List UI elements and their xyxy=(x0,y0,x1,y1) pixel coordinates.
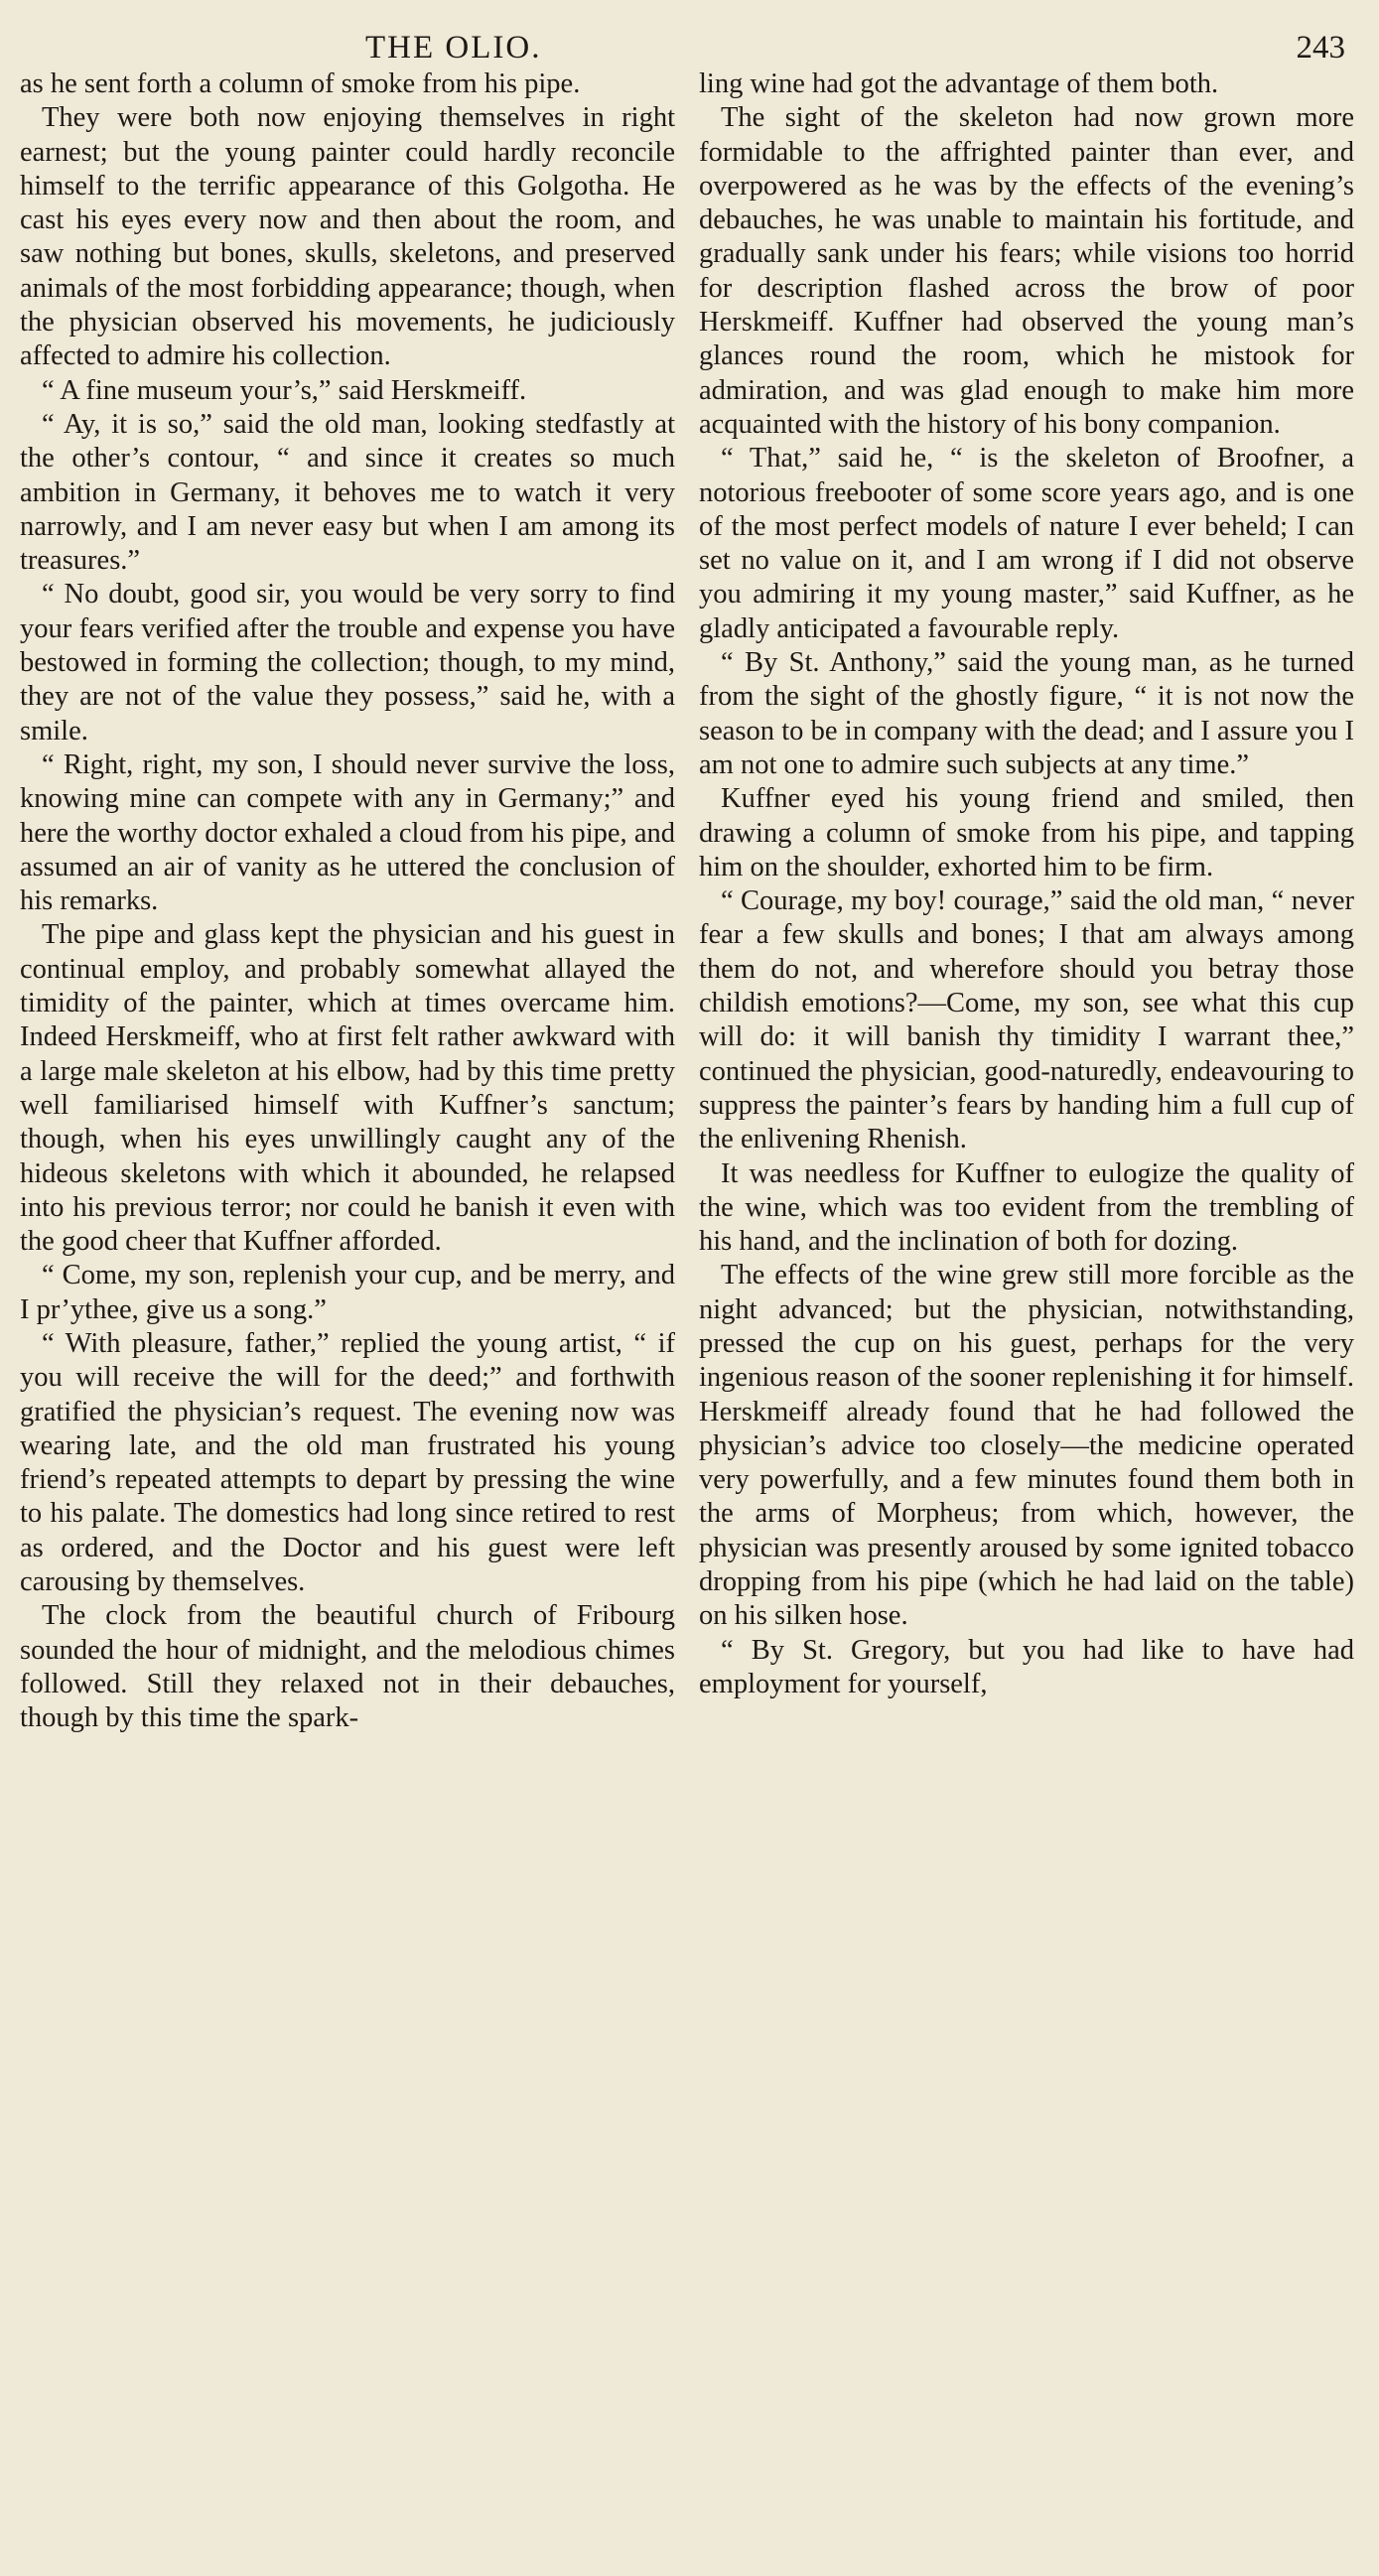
paragraph: “ By St. Gregory, but you had like to have had employment for yourself, xyxy=(699,1634,1354,1699)
paragraph: The pipe and glass kept the physician and his guest in continual employ, and probably somewhat allayed the timidity of the painter, which at times overcame him. Indeed Herskmeiff, who at first felt rather awkward with a large male skeleton at his elbow, had by this time pretty well familiarised himself with Kuffner’s sanctum; though, when his eyes unwillingly caught any of the hideous skeletons with which it abounded, he relapsed into his previous terror; nor could he banish it even with the good cheer that Kuffner afforded. xyxy=(20,919,675,1258)
page-number: 243 xyxy=(1296,30,1345,66)
paragraph: “ That,” said he, “ is the skeleton of Broofner, a notorious freebooter of some score years ago, and is one of the most perfect models of nature I ever beheld; I can set no value on it, and I am wrong if I did not observe you admiring it my young master,” said Kuffner, as he gladly anticipated a favourable reply. xyxy=(699,443,1354,644)
paragraph: It was needless for Kuffner to eulogize the quality of the wine, which was too evident from the trembling of his hand, and the inclination of both for dozing. xyxy=(699,1157,1354,1258)
paragraph: ling wine had got the advantage of them both. xyxy=(699,68,1219,99)
running-title: THE OLIO. xyxy=(365,30,542,66)
paragraph: The effects of the wine grew still more forcible as the night advanced; but the physician, notwithstanding, pressed the cup on his guest, perhaps for the very ingenious reason of the sooner replenishing it for himself. Herskmeiff already found that he had followed the physician’s advice too closely—the medicine operated very powerfully, and a few minutes found them both in the arms of Morpheus; from which, however, the physician was presently aroused by some ignited tobacco dropping from his pipe (which he had laid on the table) on his silken hose. xyxy=(699,1260,1354,1632)
paragraph: “ With pleasure, father,” replied the young artist, “ if you will receive the will for the deed;” and forthwith gratified the physician’s request. The evening now was wearing late, and the old man frustrated his young friend’s repeated attempts to depart by pressing the wine to his palate. The domestics had long since retired to rest as ordered, and the Doctor and his guest were left carousing by themselves. xyxy=(20,1327,675,1598)
paragraph: as he sent forth a column of smoke from his pipe. xyxy=(20,68,581,99)
paragraph: The clock from the beautiful church of Fribourg sounded the hour of midnight, and the melodious chimes followed. Still they relaxed not in their debauches, though by this time the spark- xyxy=(20,1600,675,1734)
right-column xyxy=(699,68,1354,1736)
left-column xyxy=(20,68,675,1736)
paragraph: “ By St. Anthony,” said the young man, as he turned from the sight of the ghostly figure, “ it is not now the season to be in company with the dead; and I assure you I am not one to admire such subjects at any time.” xyxy=(699,647,1354,780)
paragraph: Kuffner eyed his young friend and smiled, then drawing a column of smoke from his pipe, and tapping him on the shoulder, exhorted him to be firm. xyxy=(699,783,1354,882)
paragraph: “ Courage, my boy! courage,” said the old man, “ never fear a few skulls and bones; I that am always among them do not, and wherefore should you betray those childish emotions?—Come, my son, see what this cup will do: it will banish thy timidity I warrant thee,” continued the physician, good-naturedly, endeavouring to suppress the painter’s fears by handing him a full cup of the enlivening Rhenish. xyxy=(699,885,1354,1155)
paragraph: “ A fine museum your’s,” said Herskmeiff. xyxy=(42,374,527,406)
paragraph: The sight of the skeleton had now grown more formidable to the affrighted painter than ever, and overpowered as he was by the effects of the evening’s debauches, he was unable to maintain his fortitude, and gradually sank under his fears; while visions too horrid for description flashed across the brow of poor Herskmeiff. Kuffner had observed the young man’s glances round the room, which he mistook for admiration, and was glad enough to make him more acquainted with the history of his bony companion. xyxy=(699,102,1354,440)
paragraph: “ Right, right, my son, I should never survive the loss, knowing mine can compete with any in Germany;” and here the worthy doctor exhaled a cloud from his pipe, and assumed an air of vanity as he uttered the conclusion of his remarks. xyxy=(20,748,675,917)
paragraph: “ Ay, it is so,” said the old man, looking stedfastly at the other’s contour, “ and since it creates so much ambition in Germany, it behoves me to watch it very narrowly, and I am never easy but when I am among its treasures.” xyxy=(20,408,675,577)
text-columns xyxy=(20,68,1355,1736)
paragraph: “ Come, my son, replenish your cup, and be merry, and I pr’ythee, give us a song.” xyxy=(20,1260,675,1325)
paragraph: They were both now enjoying themselves in right earnest; but the young painter could hardly reconcile himself to the terrific appearance of this Golgotha. He cast his eyes every now and then about the room, and saw nothing but bones, skulls, skeletons, and preserved animals of the most forbidding appearance; though, when the physician observed his movements, he judiciously affected to admire his collection. xyxy=(20,102,675,372)
paragraph: “ No doubt, good sir, you would be very sorry to find your fears verified after the trouble and expense you have bestowed in forming the collection; though, to my mind, they are not of the value they possess,” said he, with a smile. xyxy=(20,579,675,746)
